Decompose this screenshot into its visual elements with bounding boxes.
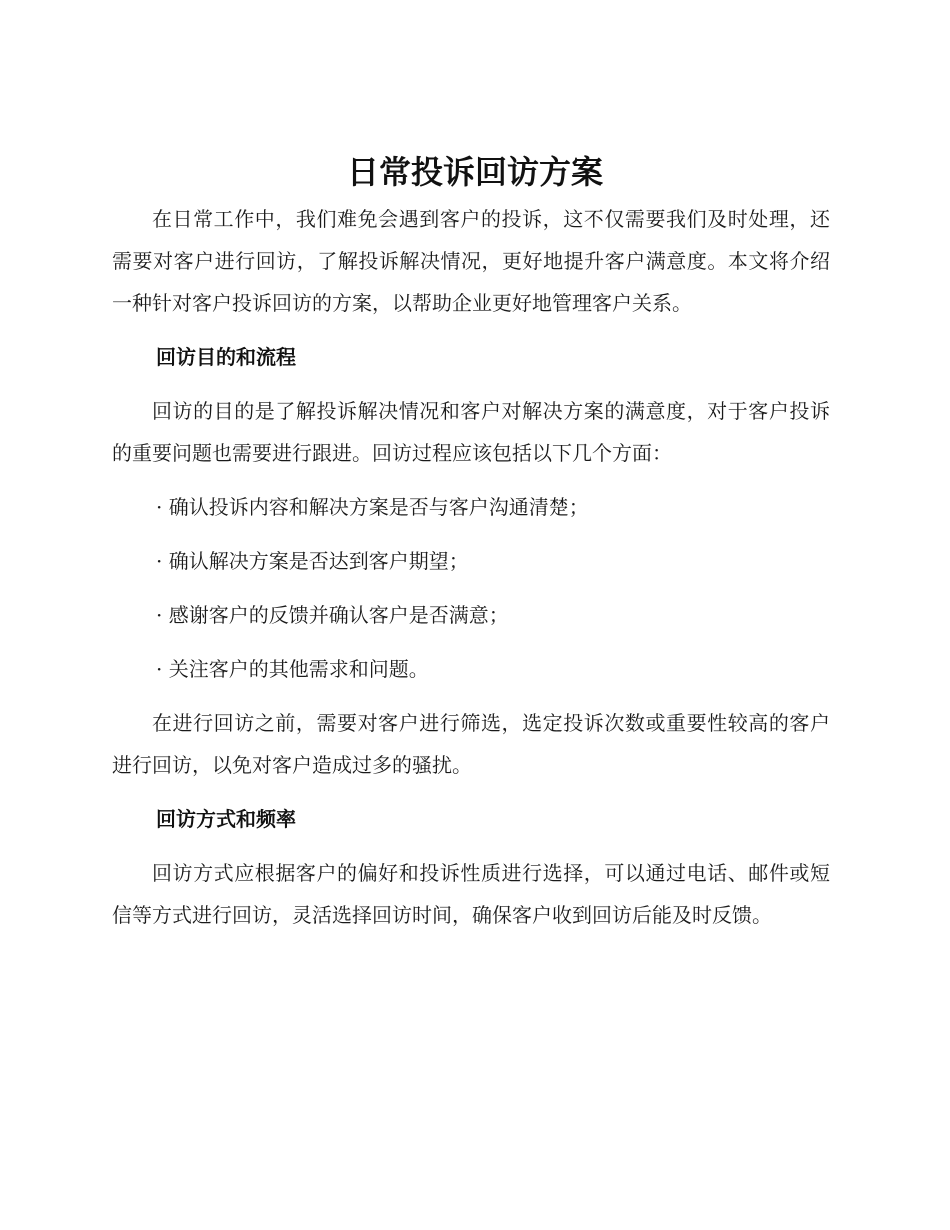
- section-heading-method-frequency: 回访方式和频率: [156, 807, 296, 831]
- document-title: 日常投诉回访方案: [346, 153, 603, 191]
- bullet-item: · 确认解决方案是否达到客户期望；: [156, 549, 469, 573]
- section-heading-purpose-process: 回访目的和流程: [156, 345, 296, 369]
- bullet-item: · 感谢客户的反馈并确认客户是否满意；: [156, 603, 509, 627]
- intro-paragraph: 在日常工作中，我们难免会遇到客户的投诉，这不仅需要我们及时处理，还需要对客户进行回访，了解投诉解决情况，更好地提升客户满意度。本文将介绍一种针对客户投诉回访的方案，以帮助企业更好地管理客户关系。: [112, 207, 830, 315]
- purpose-paragraph: 回访的目的是了解投诉解决情况和客户对解决方案的满意度，对于客户投诉的重要问题也需要进行跟进。回访过程应该包括以下几个方面：: [112, 399, 830, 465]
- bullet-item: · 关注客户的其他需求和问题。: [156, 657, 429, 681]
- screening-paragraph: 在进行回访之前，需要对客户进行筛选，选定投诉次数或重要性较高的客户进行回访，以免对客户造成过多的骚扰。: [112, 711, 830, 777]
- method-paragraph: 回访方式应根据客户的偏好和投诉性质进行选择，可以通过电话、邮件或短信等方式进行回访，灵活选择回访时间，确保客户收到回访后能及时反馈。: [112, 861, 830, 927]
- bullet-item: · 确认投诉内容和解决方案是否与客户沟通清楚；: [156, 495, 589, 519]
- document-body: [112, 198, 830, 936]
